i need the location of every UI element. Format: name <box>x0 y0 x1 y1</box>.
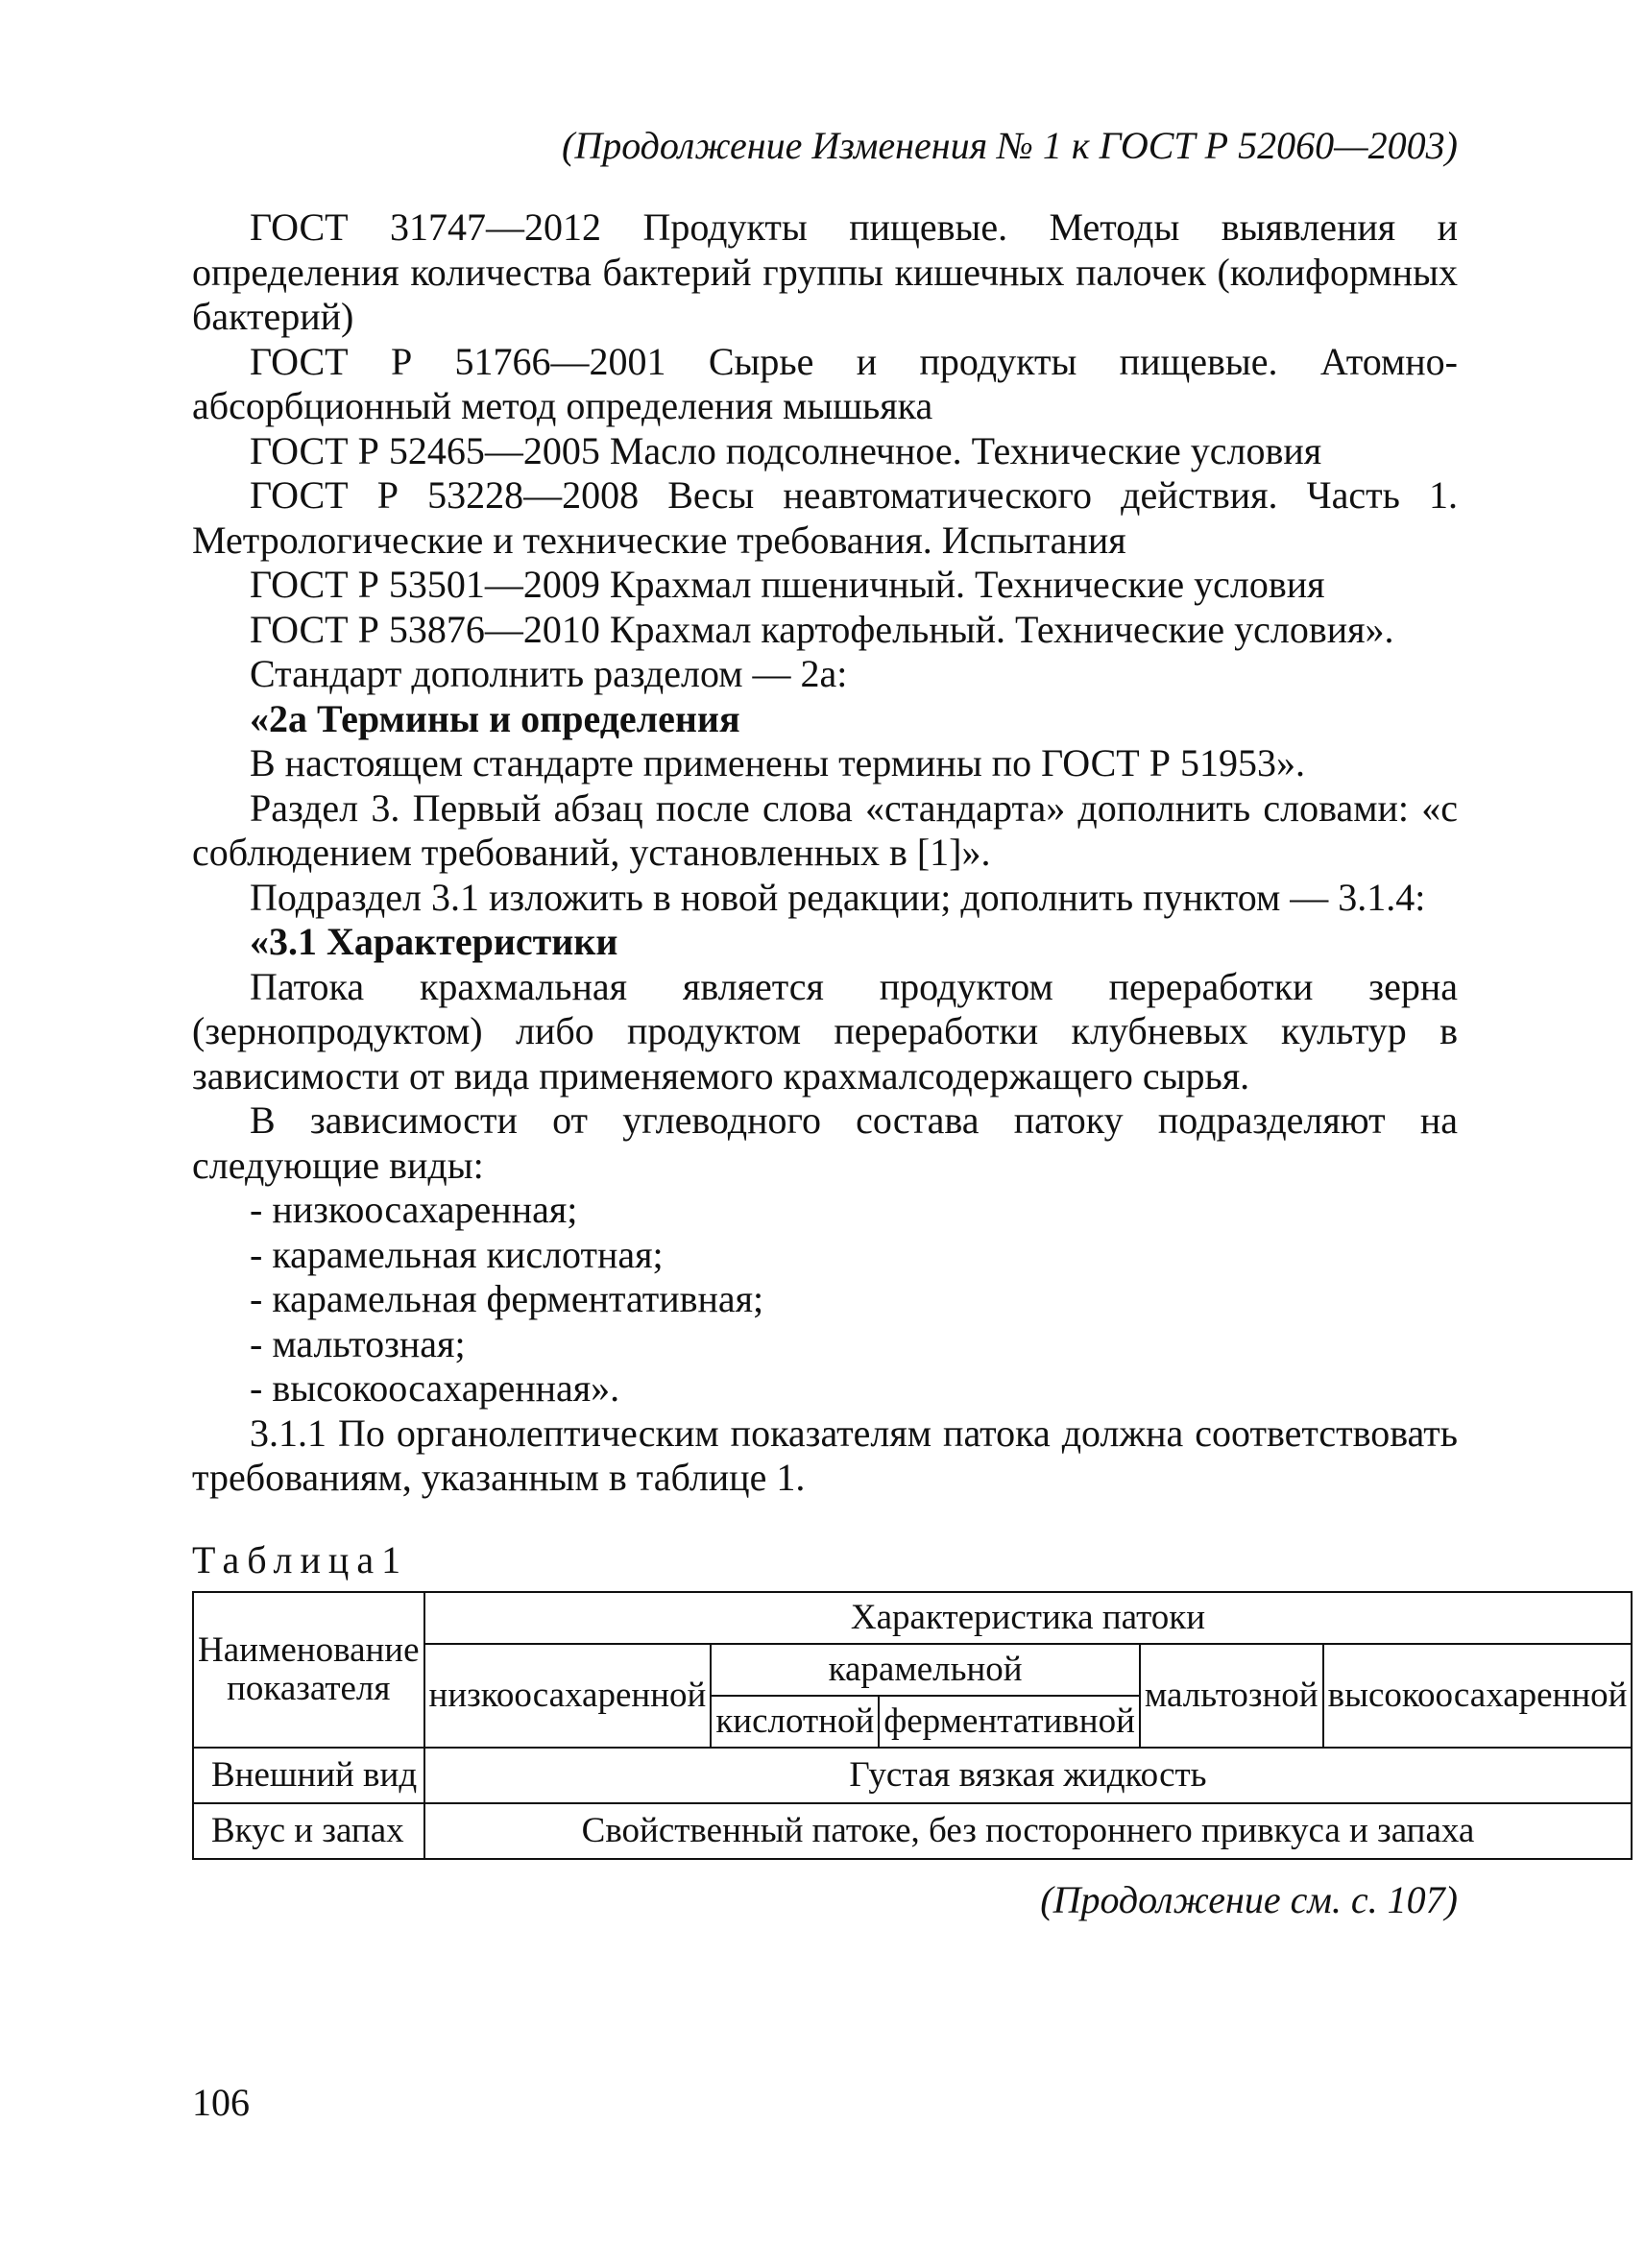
row-value-cell: Густая вязкая жидкость <box>424 1748 1633 1803</box>
header-maltose-cell: мальтозной <box>1140 1644 1323 1748</box>
row-name-cell: Вкус и запах <box>193 1803 424 1859</box>
section-heading: «2а Термины и определения <box>250 696 740 740</box>
row-value-cell: Свойственный патоке, без постороннего привкуса и запаха <box>424 1803 1633 1859</box>
header-low-cell: низкоосахаренной <box>424 1644 712 1748</box>
table-row <box>193 1803 1632 1859</box>
header-group-cell: Характеристика патоки <box>424 1592 1633 1644</box>
paragraph: ГОСТ Р 53876—2010 Крахмал картофельный. Технические условия». <box>250 607 1394 651</box>
footer-note: (Продолжение см. с. 107) <box>1040 1877 1458 1921</box>
table-caption: Таблица1 <box>192 1537 409 1581</box>
header-acid-cell: кислотной <box>711 1696 879 1748</box>
header-high-cell: высокоосахаренной <box>1323 1644 1633 1748</box>
page-number: 106 <box>192 2081 250 2124</box>
list-item: - карамельная ферментативная; <box>250 1277 764 1320</box>
list-item: - высокоосахаренная». <box>250 1366 620 1410</box>
header-caramel-cell: карамельной <box>711 1644 1140 1696</box>
paragraph: Стандарт дополнить разделом — 2а: <box>250 652 848 695</box>
paragraph: Патока крахмальная является продуктом переработки зерна (зернопродуктом) либо продуктом переработки клубневых культур в зависимости от вида применяемого крахмалсодержащего сырья. <box>192 964 1458 1098</box>
paragraph: 3.1.1 По органолептическим показателям патока должна соответствовать требованиям, указанным в таблице 1. <box>192 1411 1458 1499</box>
paragraph: Раздел 3. Первый абзац после слова «стандарта» дополнить словами: «с соблюдением требований, установленных в [1]». <box>192 785 1458 874</box>
header-name-cell: Наименование показателя <box>193 1592 424 1748</box>
characteristics-table <box>192 1591 1633 1860</box>
section-heading: «3.1 Характеристики <box>250 920 618 963</box>
document-page <box>192 123 1628 1923</box>
header-note: (Продолжение Изменения № 1 к ГОСТ Р 52060—2003) <box>562 124 1458 167</box>
paragraph: ГОСТ Р 52465—2005 Масло подсолнечное. Технические условия <box>250 428 1322 472</box>
list-item: - карамельная кислотная; <box>250 1232 664 1276</box>
paragraph: ГОСТ Р 53501—2009 Крахмал пшеничный. Технические условия <box>250 563 1325 606</box>
paragraph: ГОСТ Р 53228—2008 Весы неавтоматического действия. Часть 1. Метрологические и технические требования. Испытания <box>192 473 1458 562</box>
paragraph: ГОСТ Р 51766—2001 Сырье и продукты пищевые. Атомно-абсорбционный метод определения мышьяка <box>192 339 1458 427</box>
paragraph: Подраздел 3.1 изложить в новой редакции; дополнить пунктом — 3.1.4: <box>250 875 1426 919</box>
table-row <box>193 1748 1632 1803</box>
paragraph: ГОСТ 31747—2012 Продукты пищевые. Методы выявления и определения количества бактерий группы кишечных палочек (колиформных бактерий) <box>192 205 1458 338</box>
row-name-cell: Внешний вид <box>193 1748 424 1803</box>
list-item: - низкоосахаренная; <box>250 1188 578 1231</box>
header-enzyme-cell: ферментативной <box>879 1696 1140 1748</box>
list-item: - мальтозная; <box>250 1321 466 1365</box>
paragraph: В зависимости от углеводного состава патоку подразделяют на следующие виды: <box>192 1098 1458 1187</box>
paragraph: В настоящем стандарте применены термины по ГОСТ Р 51953». <box>250 741 1305 784</box>
